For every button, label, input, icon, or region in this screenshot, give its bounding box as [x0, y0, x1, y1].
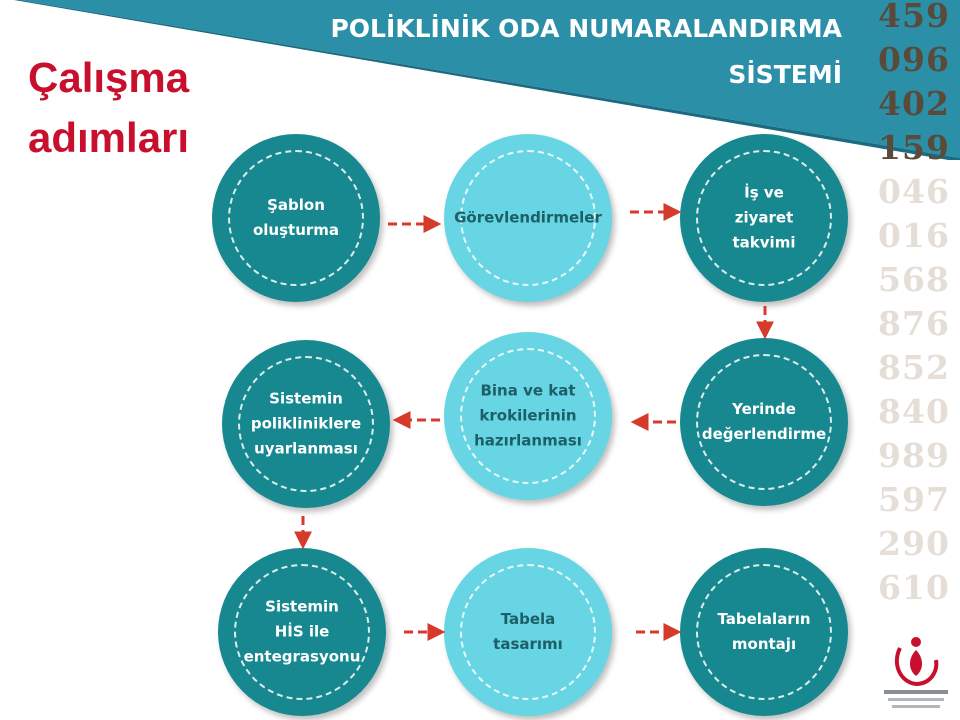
step-tabela-tasarimi: [444, 548, 612, 716]
step-sablon-olusturma: [212, 134, 380, 302]
room-number: 610: [878, 568, 950, 607]
step-label: Sistemin HİS ile entegrasyonu: [243, 597, 361, 666]
banner-title: POLİKLİNİK ODA NUMARALANDIRMA SİSTEMİ: [330, 14, 842, 89]
room-number: 876: [878, 304, 950, 343]
room-number: 597: [878, 480, 950, 519]
step-sistemin-polikliniklere-uyarlanmasi: [222, 340, 390, 508]
room-number: 046: [878, 172, 950, 211]
step-bina-ve-kat-krokileri: [444, 332, 612, 500]
step-is-ve-ziyaret-takvimi: [680, 134, 848, 302]
room-number: 096: [878, 40, 950, 79]
step-tabelalarin-montaji: [680, 548, 848, 716]
room-number: 568: [878, 260, 950, 299]
room-number: 290: [878, 524, 950, 563]
room-number: 016: [878, 216, 950, 255]
room-number: 840: [878, 392, 950, 431]
step-gorevlendirmeler: [444, 134, 612, 302]
step-yerinde-degerlendirme: [680, 338, 848, 506]
room-number: 459: [878, 0, 950, 35]
slide-heading: Çalışma adımları: [28, 54, 190, 161]
room-number: 852: [878, 348, 950, 387]
step-label: Görevlendirmeler: [454, 208, 602, 227]
room-number: 989: [878, 436, 950, 475]
room-number: 402: [878, 84, 950, 123]
room-number: 159: [878, 128, 950, 167]
step-label: Sistemin polikliniklere uyarlanması: [250, 389, 362, 458]
step-label: İş ve ziyaret takvimi: [732, 183, 796, 252]
step-label: Yerinde değerlendirme: [701, 400, 827, 443]
step-label: Tabelaların montajı: [717, 610, 811, 653]
step-label: Bina ve kat krokilerinin hazırlanması: [474, 381, 582, 450]
step-label: Tabela tasarımı: [493, 610, 563, 653]
step-label: Şablon oluşturma: [252, 196, 340, 239]
room-number-column: [868, 0, 960, 610]
ministry-logo: [878, 630, 954, 716]
step-sistemin-his-entegrasyonu: [218, 548, 386, 716]
